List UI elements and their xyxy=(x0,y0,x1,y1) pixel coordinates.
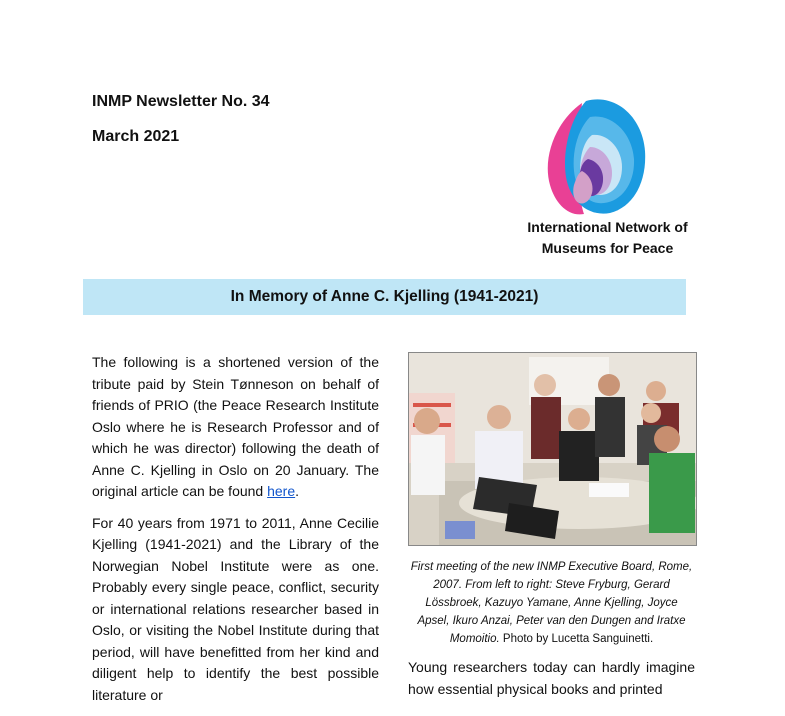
newsletter-date: March 2021 xyxy=(92,128,180,145)
intro-paragraph xyxy=(92,352,379,503)
article-left-column xyxy=(92,352,379,716)
photo-credit: Photo by Lucetta Sanguinetti. xyxy=(499,633,654,645)
photo-papers xyxy=(589,483,629,497)
memorial-title: In Memory of Anne C. Kjelling (1941-2021) xyxy=(230,288,539,305)
person-head xyxy=(641,403,661,423)
person-head xyxy=(487,405,511,429)
article-right-column xyxy=(408,657,695,700)
right-paragraph: Young researchers today can hardly imagine how essential physical books and printed xyxy=(408,659,695,697)
org-name-line1: International Network of xyxy=(527,219,688,235)
person-body xyxy=(649,453,695,533)
body-paragraph: For 40 years from 1971 to 2011, Anne Cecilie Kjelling (1941-2021) and the Library of the Norwegian Nobel Institute were as one. Probably every single peace, conflict, security or international relations researcher based in Oslo, or visiting the Nobel Institute during that period, will have benefitted from her kind and diligent help to identify the best possible literature or xyxy=(92,514,379,703)
newsletter-title: INMP Newsletter No. 34 xyxy=(92,93,270,110)
person-head xyxy=(568,408,590,430)
person-body xyxy=(559,431,599,481)
person-head xyxy=(534,374,556,396)
intro-end: . xyxy=(295,483,300,499)
intro-text: The following is a shortened version of the tribute paid by Stein Tønneson on behalf of friends of PRIO (the Peace Research Institute Oslo where he is Research Professor and of which he was director) following the death of Anne C. Kjelling in Oslo on 20 January. The original article can be found xyxy=(92,354,379,499)
photo-shelf-board xyxy=(413,403,451,407)
organization-name xyxy=(505,217,710,259)
photo-illustration xyxy=(409,353,696,545)
memorial-banner xyxy=(83,279,686,315)
photo-caption xyxy=(410,558,693,648)
caption-text: First meeting of the new INMP Executive Board, Rome, 2007. From left to right: Steve Fryburg, Gerard Lössbroek, Kazuyo Yamane, Anne Kjelling, Joyce Apsel, Ikuro Anzai, Peter van den Dungen and Iratxe Momoitio. xyxy=(410,561,693,645)
org-name-line2: Museums for Peace xyxy=(541,240,674,256)
person-head xyxy=(646,381,666,401)
person-body xyxy=(411,435,445,495)
person-head xyxy=(414,408,440,434)
person-body xyxy=(595,397,625,457)
person-body xyxy=(531,397,561,459)
inmp-logo-icon xyxy=(542,95,646,217)
person-head xyxy=(654,426,680,452)
photo-papers xyxy=(445,521,475,539)
original-article-link[interactable]: here xyxy=(267,483,296,499)
person-head xyxy=(598,374,620,396)
board-meeting-photo xyxy=(408,352,697,546)
